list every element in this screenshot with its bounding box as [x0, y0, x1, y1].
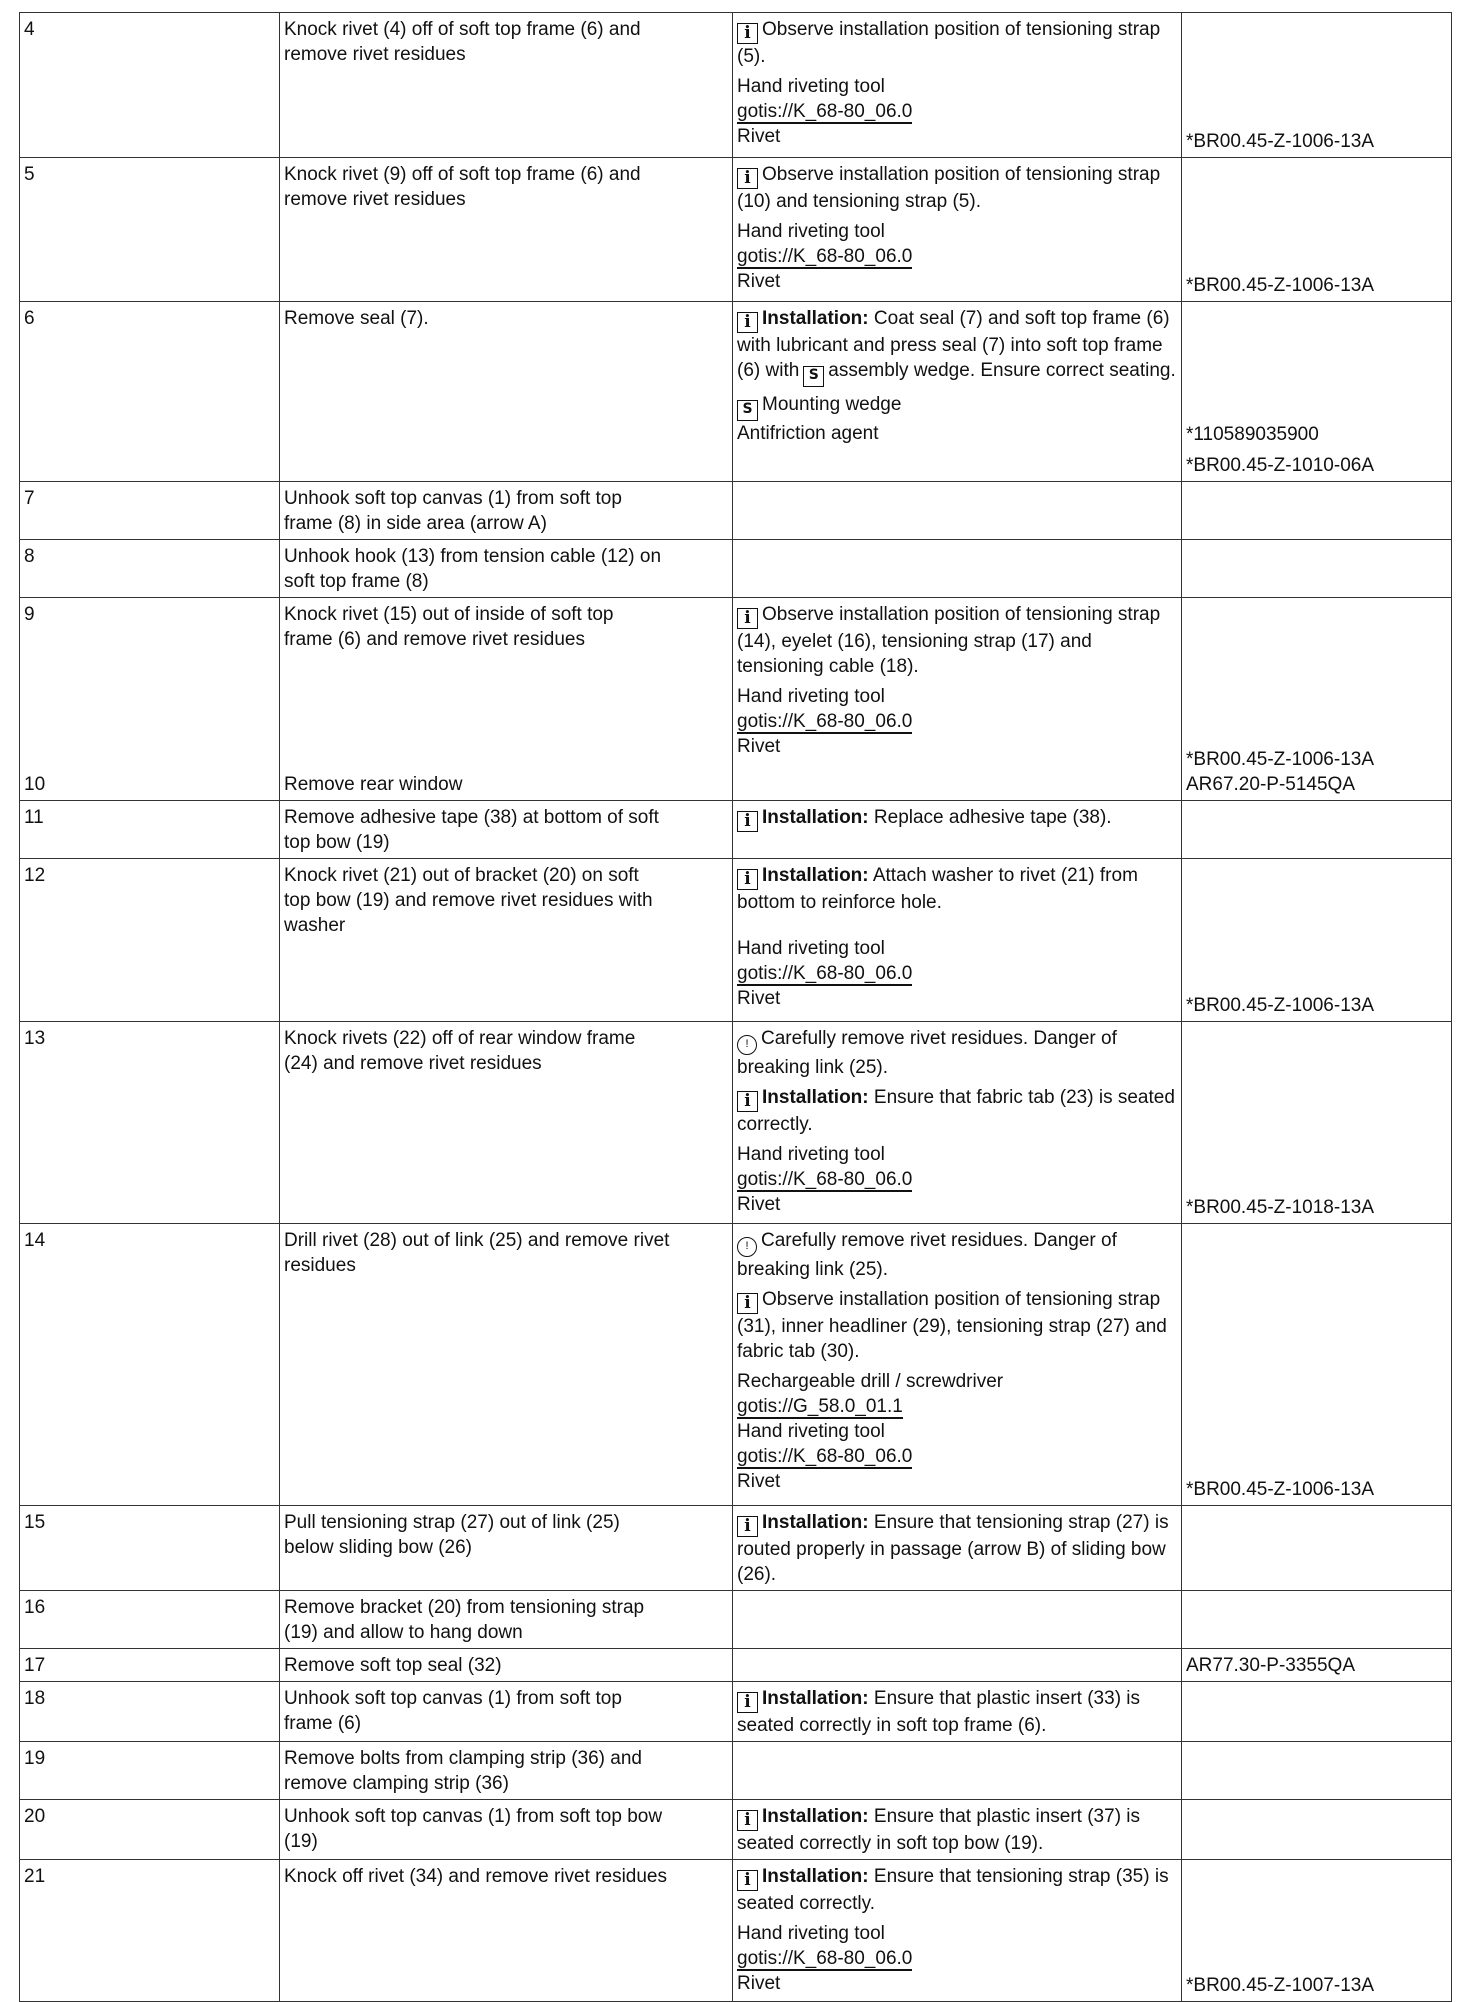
tool-name: Hand riveting tool: [737, 76, 885, 97]
action-text: remove rivet residues: [284, 44, 466, 65]
reference-cell: [1182, 859, 1452, 1022]
note-text: Replace adhesive tape (38).: [873, 807, 1112, 828]
note-text: Ensure that tensioning strap (27) is routed properly in passage (arrow B) of sliding bow (26).: [737, 1512, 1169, 1585]
reference-cell: [1182, 1591, 1452, 1649]
action-text: remove rivet residues: [284, 189, 466, 210]
action-cell: [280, 1022, 733, 1224]
tool-link[interactable]: gotis://K_68-80_06.0: [737, 246, 913, 267]
step-number-text: 17: [24, 1655, 46, 1676]
note-label: Installation:: [762, 865, 869, 886]
action-cell: [280, 13, 733, 158]
info-icon: i: [737, 869, 758, 890]
step-number: [20, 302, 280, 482]
tool-name: S Mounting wedge: [737, 392, 1177, 421]
note: [737, 162, 1177, 214]
info-cell: [733, 1800, 1182, 1860]
table-row: [20, 1224, 1452, 1506]
tool-name: Rechargeable drill / screwdriver: [737, 1371, 1004, 1392]
action-text: Drill rivet (28) out of link (25) and remove rivet: [284, 1230, 670, 1251]
note: [737, 1804, 1177, 1856]
action-text: Knock off rivet (34) and remove rivet residues: [284, 1866, 667, 1887]
action-text: soft top frame (8): [284, 571, 429, 592]
action-text: Knock rivet (15) out of inside of soft top: [284, 604, 614, 625]
info-cell: [733, 302, 1182, 482]
info-cell: [733, 1224, 1182, 1506]
step-number-text: 6: [24, 308, 35, 329]
action-text: top bow (19): [284, 832, 390, 853]
tool-name: Hand riveting tool: [737, 1144, 885, 1165]
step-number-text: 14: [24, 1230, 46, 1251]
info-cell: [733, 1591, 1182, 1649]
info-icon: i: [737, 1810, 758, 1831]
note: [737, 1864, 1177, 1916]
action-text: Remove rear window: [284, 774, 463, 795]
table-row: [20, 859, 1452, 1022]
step-number-text: 10: [24, 774, 46, 795]
action-text: Knock rivet (9) off of soft top frame (6) and: [284, 164, 641, 185]
table-row: [20, 1591, 1452, 1649]
note-text: Ensure that plastic insert (33) is seated correctly in soft top frame (6).: [737, 1688, 1141, 1736]
step-number-text: 7: [24, 488, 35, 509]
note-label: Installation:: [762, 308, 869, 329]
table-row: [20, 1860, 1452, 2002]
note: [737, 1026, 1177, 1080]
note-label: Installation:: [762, 1087, 869, 1108]
part-name: Rivet: [737, 736, 781, 757]
reference-cell: [1182, 1800, 1452, 1860]
action-cell: [280, 1591, 733, 1649]
reference-cell: [1182, 1506, 1452, 1591]
reference-cell: [1182, 1649, 1452, 1682]
step-number: [20, 482, 280, 540]
step-number-text: 21: [24, 1866, 46, 1887]
action-cell: [280, 540, 733, 598]
reference-cell: [1182, 1682, 1452, 1742]
reference-cell: [1182, 482, 1452, 540]
action-text: Unhook hook (13) from tension cable (12) on: [284, 546, 662, 567]
action-text: Unhook soft top canvas (1) from soft top bow: [284, 1806, 663, 1827]
step-number-text: 9: [24, 604, 35, 625]
action-cell: [280, 158, 733, 302]
info-cell: [733, 801, 1182, 859]
step-number-text: 18: [24, 1688, 46, 1709]
part-name: Antifriction agent: [737, 423, 879, 444]
note-label: Installation:: [762, 1806, 869, 1827]
action-text: residues: [284, 1255, 356, 1276]
reference-cell: [1182, 1742, 1452, 1800]
tool-reference[interactable]: *110589035900: [1186, 424, 1319, 445]
table-row: [20, 801, 1452, 859]
reference-cell: [1182, 1224, 1452, 1506]
info-cell: [733, 1742, 1182, 1800]
info-cell: [733, 1682, 1182, 1742]
caution-icon: !: [737, 1237, 757, 1257]
tool-name: Hand riveting tool: [737, 686, 885, 707]
action-cell: [280, 1682, 733, 1742]
info-icon: i: [737, 312, 758, 333]
table-row: [20, 1506, 1452, 1591]
info-cell: [733, 482, 1182, 540]
tool-link[interactable]: gotis://K_68-80_06.0: [737, 711, 913, 732]
note-text: Observe installation position of tensioning strap (14), eyelet (16), tensioning strap (17) and tensioning cable (18).: [737, 604, 1161, 677]
table-row: [20, 1022, 1452, 1224]
tool-link[interactable]: gotis://G_58.0_01.1: [737, 1396, 903, 1417]
procedure-reference[interactable]: AR77.30-P-3355QA: [1186, 1655, 1355, 1676]
note-text: Observe installation position of tensioning strap (31), inner headliner (29), tensioning strap (27) and fabric tab (30).: [737, 1289, 1167, 1362]
action-cell: [280, 1800, 733, 1860]
info-cell: [733, 1860, 1182, 2002]
reference-cell: [1182, 1860, 1452, 2002]
info-icon: i: [737, 1870, 758, 1891]
note: [737, 805, 1177, 832]
note: [737, 1686, 1177, 1738]
reference-cell: [1182, 158, 1452, 302]
note-text: Coat seal (7) and soft top frame (6) with lubricant and press seal (7) into soft top frame (6) with: [737, 308, 1170, 381]
info-cell: [733, 859, 1182, 1022]
step-number: [20, 1591, 280, 1649]
reference-cell: [1182, 1022, 1452, 1224]
part-name: Rivet: [737, 1194, 781, 1215]
step-number: [20, 1682, 280, 1742]
info-cell: [733, 1649, 1182, 1682]
part-reference[interactable]: *BR00.45-Z-1007-13A: [1186, 1975, 1374, 1996]
note-label: Installation:: [762, 1512, 869, 1533]
step-number-text: 8: [24, 546, 35, 567]
part-name: Rivet: [737, 1471, 781, 1492]
reference-cell: [1182, 540, 1452, 598]
part-reference[interactable]: *BR00.45-Z-1006-13A: [1186, 131, 1374, 152]
info-cell: [733, 540, 1182, 598]
action-text: Pull tensioning strap (27) out of link (25): [284, 1512, 620, 1533]
step-number-text: 11: [24, 807, 44, 828]
action-cell: [280, 1860, 733, 2002]
step-number: [20, 1506, 280, 1591]
part-name: Rivet: [737, 126, 781, 147]
table-row: [20, 13, 1452, 158]
info-icon: i: [737, 608, 758, 629]
step-number-text: 13: [24, 1028, 46, 1049]
action-cell: [280, 302, 733, 482]
note: [737, 863, 1177, 915]
table-row: [20, 1649, 1452, 1682]
action-text: remove clamping strip (36): [284, 1773, 509, 1794]
step-number: [20, 1022, 280, 1224]
step-number-text: 20: [24, 1806, 46, 1827]
reference-cell: [1182, 801, 1452, 859]
tool-link[interactable]: gotis://K_68-80_06.0: [737, 963, 913, 984]
note-text: assembly wedge. Ensure correct seating.: [828, 360, 1176, 381]
action-text: Remove adhesive tape (38) at bottom of soft: [284, 807, 659, 828]
reference-cell: [1182, 598, 1452, 801]
procedure-reference[interactable]: AR67.20-P-5145QA: [1186, 774, 1355, 795]
note: [737, 1510, 1177, 1587]
part-reference[interactable]: *BR00.45-Z-1006-13A: [1186, 749, 1374, 770]
part-name: Rivet: [737, 988, 781, 1009]
step-number: [20, 1742, 280, 1800]
note: [737, 602, 1177, 679]
assembly-wedge-icon: S: [803, 366, 824, 387]
action-cell: [280, 801, 733, 859]
note-text: Observe installation position of tensioning strap (5).: [737, 19, 1161, 67]
action-text: frame (6): [284, 1713, 362, 1734]
table-row: [20, 598, 1452, 801]
tool-link[interactable]: gotis://K_68-80_06.0: [737, 101, 913, 122]
note-text: Ensure that plastic insert (37) is seated correctly in soft top bow (19).: [737, 1806, 1141, 1854]
info-icon: i: [737, 1293, 758, 1314]
action-text: top bow (19) and remove rivet residues with: [284, 890, 653, 911]
table-row: [20, 302, 1452, 482]
procedure-table: [19, 12, 1452, 2002]
tool-name: Hand riveting tool: [737, 1923, 885, 1944]
part-reference[interactable]: *BR00.45-Z-1006-13A: [1186, 995, 1374, 1016]
note-text: Carefully remove rivet residues. Danger of breaking link (25).: [737, 1230, 1117, 1280]
action-text: below sliding bow (26): [284, 1537, 472, 1558]
note-text: Ensure that tensioning strap (35) is seated correctly.: [737, 1866, 1169, 1914]
table-row: [20, 1742, 1452, 1800]
step-number-text: 16: [24, 1597, 46, 1618]
note: [737, 1228, 1177, 1282]
action-text: frame (6) and remove rivet residues: [284, 629, 585, 650]
step-number-text: 15: [24, 1512, 46, 1533]
action-cell: [280, 598, 733, 801]
note-text: Observe installation position of tensioning strap (10) and tensioning strap (5).: [737, 164, 1161, 212]
info-cell: [733, 1022, 1182, 1224]
action-text: Remove seal (7).: [284, 308, 429, 329]
tool-name: Hand riveting tool: [737, 221, 885, 242]
note-text: Ensure that fabric tab (23) is seated correctly.: [737, 1087, 1175, 1135]
table-row: [20, 1800, 1452, 1860]
step-number: [20, 1800, 280, 1860]
step-number-text: 5: [24, 164, 35, 185]
tool-link[interactable]: gotis://K_68-80_06.0: [737, 1948, 913, 1969]
table-row: [20, 158, 1452, 302]
note: [737, 17, 1177, 69]
part-name: Rivet: [737, 271, 781, 292]
note: [737, 1287, 1177, 1364]
info-icon: i: [737, 1516, 758, 1537]
caution-icon: !: [737, 1035, 757, 1055]
reference-cell: [1182, 13, 1452, 158]
table-row: [20, 482, 1452, 540]
info-icon: i: [737, 1692, 758, 1713]
info-icon: i: [737, 1091, 758, 1112]
action-text: (24) and remove rivet residues: [284, 1053, 542, 1074]
info-icon: i: [737, 23, 758, 44]
step-number: [20, 13, 280, 158]
step-number: [20, 540, 280, 598]
action-text: Knock rivet (4) off of soft top frame (6) and: [284, 19, 641, 40]
part-reference[interactable]: *BR00.45-Z-1006-13A: [1186, 275, 1374, 296]
part-reference[interactable]: *BR00.45-Z-1018-13A: [1186, 1197, 1374, 1218]
info-icon: i: [737, 168, 758, 189]
note-text: Attach washer to rivet (21) from bottom to reinforce hole.: [737, 865, 1138, 913]
step-number-text: 19: [24, 1748, 46, 1769]
note: [737, 306, 1177, 387]
note-label: Installation:: [762, 1866, 869, 1887]
tool-name: Hand riveting tool: [737, 1421, 885, 1442]
part-name: Rivet: [737, 1973, 781, 1994]
action-text: (19): [284, 1831, 318, 1852]
table-row: [20, 1682, 1452, 1742]
action-text: Remove soft top seal (32): [284, 1655, 502, 1676]
action-text: frame (8) in side area (arrow A): [284, 513, 547, 534]
action-text: Unhook soft top canvas (1) from soft top: [284, 488, 622, 509]
step-number: [20, 859, 280, 1022]
info-cell: [733, 1506, 1182, 1591]
info-icon: i: [737, 811, 758, 832]
action-cell: [280, 1224, 733, 1506]
action-text: (19) and allow to hang down: [284, 1622, 523, 1643]
info-cell: [733, 13, 1182, 158]
action-cell: [280, 859, 733, 1022]
note-label: Installation:: [762, 807, 869, 828]
part-reference[interactable]: *BR00.45-Z-1010-06A: [1186, 455, 1374, 476]
note-text: Carefully remove rivet residues. Danger of breaking link (25).: [737, 1028, 1117, 1078]
part-reference[interactable]: *BR00.45-Z-1006-13A: [1186, 1479, 1374, 1500]
step-number-text: 12: [24, 865, 46, 886]
step-number: [20, 801, 280, 859]
step-number: [20, 598, 280, 801]
note-label: Installation:: [762, 1688, 869, 1709]
tool-name: Hand riveting tool: [737, 938, 885, 959]
action-cell: [280, 1742, 733, 1800]
info-cell: [733, 598, 1182, 801]
action-cell: [280, 482, 733, 540]
step-number-text: 4: [24, 19, 35, 40]
info-cell: [733, 158, 1182, 302]
tool-link[interactable]: gotis://K_68-80_06.0: [737, 1446, 913, 1467]
action-text: Knock rivet (21) out of bracket (20) on soft: [284, 865, 639, 886]
action-cell: [280, 1506, 733, 1591]
mounting-wedge-icon: S: [737, 400, 758, 421]
action-text: Remove bolts from clamping strip (36) and: [284, 1748, 642, 1769]
action-text: Remove bracket (20) from tensioning strap: [284, 1597, 645, 1618]
step-number: [20, 1860, 280, 2002]
step-number: [20, 1649, 280, 1682]
tool-link[interactable]: gotis://K_68-80_06.0: [737, 1169, 913, 1190]
action-text: Unhook soft top canvas (1) from soft top: [284, 1688, 622, 1709]
step-number: [20, 158, 280, 302]
table-row: [20, 540, 1452, 598]
action-cell: [280, 1649, 733, 1682]
note: [737, 1085, 1177, 1137]
action-text: Knock rivets (22) off of rear window frame: [284, 1028, 636, 1049]
reference-cell: [1182, 302, 1452, 482]
step-number: [20, 1224, 280, 1506]
action-text: washer: [284, 915, 346, 936]
